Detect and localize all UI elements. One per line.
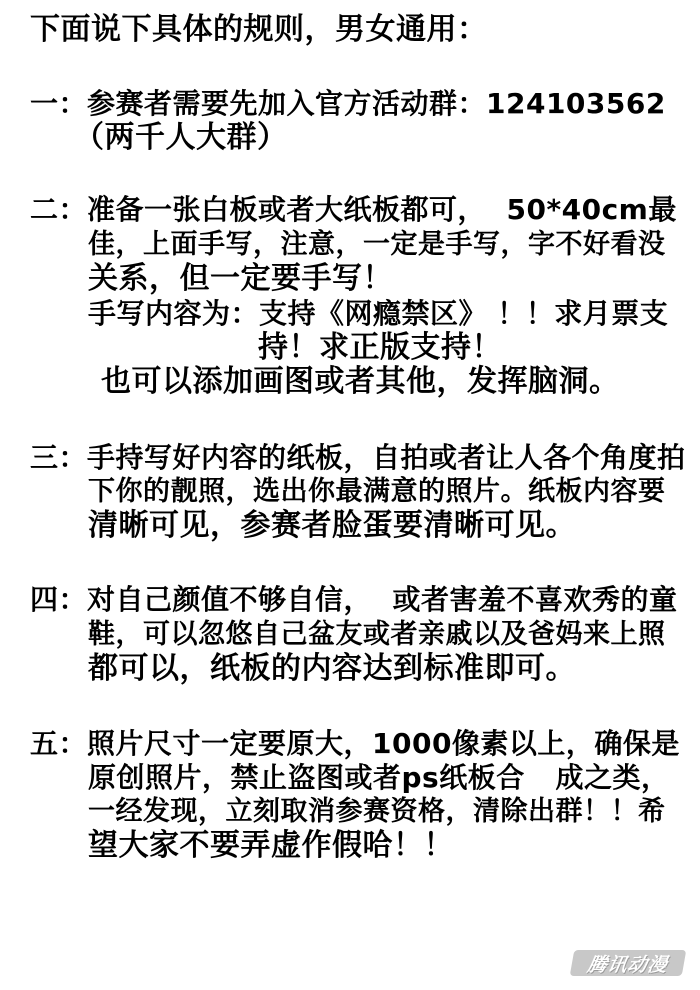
rule-1-line-1: 一：参赛者需要先加入官方活动群：124103562 — [30, 87, 666, 120]
rule-3-line-1: 三：手持写好内容的纸板，自拍或者让人各个角度拍 — [30, 441, 686, 474]
rule-5-line-3: 一经发现，立刻取消参赛资格，清除出群！！希 — [88, 796, 666, 827]
rule-2-line-3: 关系，但一定要手写！ — [88, 261, 393, 296]
rule-3-line-3: 清晰可见，参赛者脸蛋要清晰可见。 — [88, 508, 576, 543]
rule-3-line-2: 下你的靓照，选出你最满意的照片。纸板内容要 — [88, 476, 666, 507]
rule-2-line-1: 二：准备一张白板或者大纸板都可， 50*40cm最 — [30, 193, 677, 226]
rules-heading: 下面说下具体的规则，男女通用： — [30, 12, 488, 47]
rule-2-line-2: 佳，上面手写，注意，一定是手写，字不好看没 — [88, 229, 666, 260]
rule-4-line-2: 鞋，可以忽悠自己盆友或者亲戚以及爸妈来上照 — [88, 619, 666, 650]
rule-4-line-1: 四：对自己颜值不够自信， 或者害羞不喜欢秀的童 — [30, 583, 678, 616]
rule-4-line-3: 都可以，纸板的内容达到标准即可。 — [88, 651, 576, 686]
rule-5-line-1: 五：照片尺寸一定要原大，1000像素以上，确保是 — [30, 727, 680, 760]
rule-1-line-2: （两千人大群） — [74, 120, 288, 155]
rule-2-line-4: 手写内容为：支持《网瘾禁区》 ！！求月票支 — [88, 297, 669, 330]
rule-2-line-5: 持！求正版支持！ — [258, 330, 502, 365]
rule-5-line-4: 望大家不要弄虚作假哈！！ — [88, 828, 454, 863]
rule-5-line-2: 原创照片，禁止盗图或者ps纸板合 成之类， — [88, 761, 670, 794]
watermark-logo: 腾讯动漫 — [570, 950, 687, 976]
rule-2-line-6: 也可以添加画图或者其他，发挥脑洞。 — [101, 364, 620, 399]
